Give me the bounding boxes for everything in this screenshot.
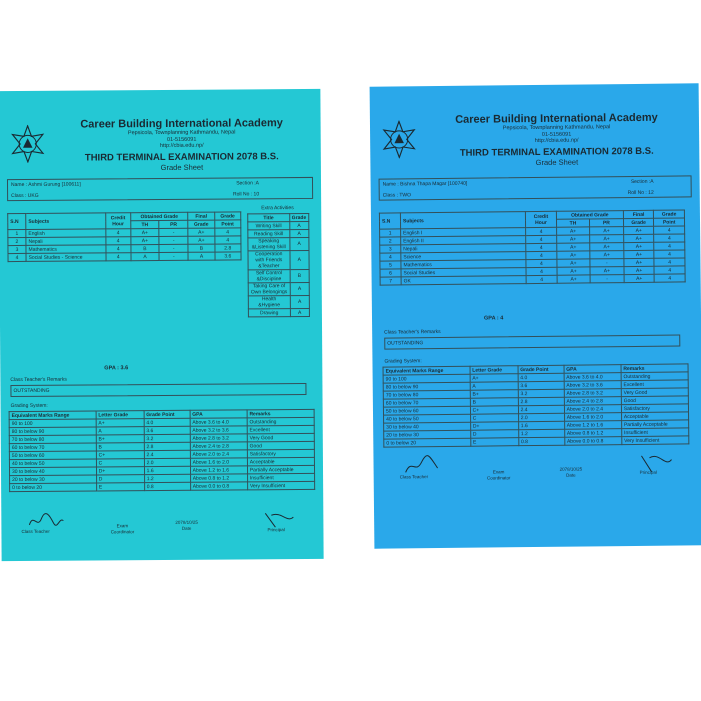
col-grade-hdr: Grade xyxy=(214,212,240,220)
grading-remarks: Very Good xyxy=(247,433,314,441)
table-row xyxy=(248,269,309,282)
grading-point: 4.0 xyxy=(518,373,564,381)
grading-range: 90 to 100 xyxy=(9,419,96,428)
col-credit: Credit Hour xyxy=(105,213,130,229)
grading-letter: C xyxy=(96,459,144,467)
section: Section :A xyxy=(236,180,260,187)
subject-grade-point: 2.8 xyxy=(215,244,241,252)
col-subjects: Subjects xyxy=(26,213,106,230)
extra-grade: B xyxy=(290,269,310,282)
grading-gpa: Above 0.0 to 0.8 xyxy=(190,482,247,490)
class-teacher-label: Class Teacher xyxy=(399,474,429,480)
remarks-label: Class Teacher's Remarks xyxy=(384,329,441,336)
subject-pr: - xyxy=(590,275,624,283)
date-value: 2078/10/25 xyxy=(175,519,198,525)
col-pr: PR xyxy=(159,220,188,228)
table-row xyxy=(248,295,309,308)
subjects-table xyxy=(7,211,241,262)
subject-grade-point: 4 xyxy=(654,266,685,274)
gpa: GPA : 3.6 xyxy=(104,365,129,372)
school-name: Career Building International Academy xyxy=(455,111,658,126)
school-address: Pepsicola, Townplanning Kathmandu, Nepal xyxy=(127,129,236,137)
subject-th: A+ xyxy=(557,267,590,275)
subject-credit: 4 xyxy=(106,253,131,261)
subject-pr: A+ xyxy=(590,243,624,251)
subject-name: Social Studies xyxy=(401,268,526,277)
grading-letter: A+ xyxy=(96,419,144,427)
student-name: Bishna Thapa Magar [100740] xyxy=(400,180,468,188)
subject-grade-point: 4 xyxy=(654,274,685,282)
grading-letter: D+ xyxy=(470,422,518,431)
grading-letter: C xyxy=(470,414,518,423)
grading-gpa: Above 0.0 to 0.8 xyxy=(564,437,621,446)
subject-credit: 4 xyxy=(526,251,557,259)
extra-col-title: Title xyxy=(248,214,290,222)
subject-name: Mathematics xyxy=(26,245,106,254)
date-value: 2078/10/25 xyxy=(559,466,583,472)
grading-point: 1.6 xyxy=(518,421,564,429)
extra-title: Cooperation with Friends &Teacher xyxy=(248,251,290,270)
col-sn: S.N xyxy=(379,213,400,229)
subject-final-grade: A+ xyxy=(188,228,214,236)
subject-sn: 1 xyxy=(8,229,26,237)
school-phone: 01-5156091 xyxy=(541,131,572,138)
extra-grade: A xyxy=(289,229,309,237)
table-row xyxy=(10,481,315,491)
subject-name: Nepali xyxy=(401,244,526,253)
subject-credit: 4 xyxy=(526,235,557,243)
grade-sheet-left xyxy=(0,89,324,561)
grading-gpa: Above 1.6 to 2.0 xyxy=(564,413,621,422)
subject-name: Social Studies - Science xyxy=(26,253,106,262)
grading-range: 20 to below 30 xyxy=(10,475,97,484)
table-row xyxy=(248,250,309,269)
table-row xyxy=(8,252,241,262)
grading-label: Grading System: xyxy=(384,358,422,365)
extra-grade: A xyxy=(289,221,309,229)
subject-sn: 5 xyxy=(380,261,401,269)
table-row xyxy=(248,282,309,295)
subject-credit: 4 xyxy=(106,237,131,245)
exam-title: THIRD TERMINAL EXAMINATION 2078 B.S. xyxy=(84,150,279,164)
grading-col-range: Equivalent Marks Range xyxy=(9,411,96,420)
grading-letter: A+ xyxy=(470,374,518,383)
grading-remarks: Insufficient xyxy=(247,473,314,481)
grading-label: Grading System: xyxy=(10,402,48,410)
school-crest-icon xyxy=(380,120,418,158)
grading-gpa: Above 0.8 to 1.2 xyxy=(190,474,247,482)
grading-remarks: Satisfactory xyxy=(621,404,688,413)
remarks-label: Class Teacher's Remarks xyxy=(10,376,67,384)
grading-range: 70 to below 80 xyxy=(383,390,470,399)
grading-table xyxy=(383,363,690,447)
grading-col-remarks: Remarks xyxy=(621,364,688,373)
extra-title: Drawing xyxy=(248,309,290,317)
col-final: Final xyxy=(623,210,654,218)
subject-th: A+ xyxy=(131,229,159,237)
subject-sn: 3 xyxy=(8,245,26,253)
grading-letter: D xyxy=(96,475,144,483)
subject-sn: 4 xyxy=(380,253,401,261)
class: Class : TWO xyxy=(382,192,412,199)
subject-grade-point: 4 xyxy=(214,228,240,236)
subject-name: Nepali xyxy=(26,237,106,246)
subject-grade-point: 4 xyxy=(654,250,685,258)
school-name: Career Building International Academy xyxy=(80,117,283,131)
subject-th: A+ xyxy=(557,251,590,259)
col-credit: Credit Hour xyxy=(525,211,556,227)
subject-sn: 3 xyxy=(380,245,401,253)
subject-credit: 4 xyxy=(106,245,131,253)
class-teacher-label: Class Teacher xyxy=(21,528,50,534)
grading-remarks: Very Good xyxy=(621,388,688,397)
grading-gpa: Above 1.2 to 1.6 xyxy=(564,421,621,430)
extra-grade: A xyxy=(290,308,310,316)
grading-point: 1.2 xyxy=(144,474,190,482)
subject-name: English I xyxy=(401,228,526,237)
extra-grade: A xyxy=(290,250,310,269)
grading-letter: B xyxy=(96,443,144,451)
col-grade-hdr: Grade xyxy=(654,210,685,218)
grading-range: 50 to below 60 xyxy=(383,406,470,415)
subject-final-grade: A+ xyxy=(624,250,655,258)
grading-col-gpa: GPA xyxy=(564,365,621,374)
grading-range: 0 to below 20 xyxy=(10,483,97,492)
subject-final-grade: A+ xyxy=(624,242,655,250)
grading-remarks: Excellent xyxy=(247,425,314,433)
grading-letter: A xyxy=(470,382,518,391)
principal-label: Principal xyxy=(639,469,657,475)
subject-final-grade: A xyxy=(188,252,214,260)
subject-pr: - xyxy=(159,228,188,236)
school-website: http://cbia.edu.np/ xyxy=(534,137,579,145)
grading-letter: C+ xyxy=(96,451,144,459)
grading-col-gpa: GPA xyxy=(190,410,247,418)
subject-sn: 7 xyxy=(380,277,401,285)
grading-point: 2.0 xyxy=(518,413,564,421)
roll-no: Roll No : 10 xyxy=(232,191,260,198)
subject-credit: 4 xyxy=(106,229,131,237)
subject-pr: - xyxy=(159,252,188,260)
grading-letter: D xyxy=(470,430,518,439)
grading-point: 3.6 xyxy=(144,426,190,434)
grading-range: 20 to below 30 xyxy=(384,430,471,439)
grading-range: 80 to below 90 xyxy=(9,427,96,436)
subject-name: Mathematics xyxy=(401,260,526,269)
grading-gpa: Above 1.2 to 1.6 xyxy=(190,466,247,474)
grading-letter: B+ xyxy=(470,390,518,399)
subject-th: A+ xyxy=(557,235,590,243)
subject-pr: A+ xyxy=(590,227,624,235)
document-title: Grade Sheet xyxy=(160,162,204,172)
grading-range: 60 to below 70 xyxy=(9,443,96,452)
col-pr: PR xyxy=(589,219,623,227)
subject-grade-point: 4 xyxy=(654,226,685,234)
subject-final-grade: A+ xyxy=(624,274,655,282)
grading-letter: D+ xyxy=(96,467,144,475)
grading-col-letter: Letter Grade xyxy=(470,366,518,375)
extra-grade: A xyxy=(289,237,309,250)
grading-range: 90 to 100 xyxy=(383,374,470,383)
grading-gpa: Above 3.2 to 3.6 xyxy=(564,381,621,390)
grading-point: 1.6 xyxy=(144,466,190,474)
table-row xyxy=(248,237,309,250)
remarks-box: OUTSTANDING xyxy=(384,334,680,349)
subject-pr: - xyxy=(159,236,188,244)
grading-gpa: Above 2.0 to 2.4 xyxy=(190,450,247,458)
grading-letter: B xyxy=(470,398,518,407)
subject-credit: 4 xyxy=(526,259,557,267)
col-subjects: Subjects xyxy=(400,212,525,229)
grading-letter: C+ xyxy=(470,406,518,415)
subject-grade-point: 4 xyxy=(654,258,685,266)
subject-sn: 4 xyxy=(8,253,26,261)
col-obtained: Obtained Grade xyxy=(556,211,623,220)
extra-title: Self Control &Discipline xyxy=(248,270,290,283)
subjects-table xyxy=(379,209,686,285)
subject-th: A+ xyxy=(557,227,590,235)
grading-gpa: Above 2.0 to 2.4 xyxy=(564,405,621,414)
gpa: GPA : 4 xyxy=(483,315,504,322)
extra-grade: A xyxy=(290,282,310,295)
subject-name: GK xyxy=(401,276,526,285)
grading-point: 2.4 xyxy=(144,450,190,458)
class: Class : UKG xyxy=(11,192,39,200)
student-name: Ashmi Gurung [100611] xyxy=(28,181,81,188)
school-address: Pepsicola, Townplanning Kathmandu, Nepal xyxy=(502,124,611,132)
grading-remarks: Insufficient xyxy=(621,428,688,437)
grading-point: 4.0 xyxy=(144,418,190,426)
subject-final-grade: A+ xyxy=(623,234,654,242)
subject-name: English xyxy=(26,229,106,238)
subject-th: A+ xyxy=(557,275,590,283)
subject-pr: A+ xyxy=(590,251,624,259)
grading-col-point: Grade Point xyxy=(144,410,190,418)
grading-gpa: Above 2.8 to 3.2 xyxy=(190,434,247,442)
date-label: Date xyxy=(566,472,576,478)
col-point: Point xyxy=(654,218,685,226)
grading-remarks: Outstanding xyxy=(247,417,314,425)
col-obtained: Obtained Grade xyxy=(130,212,188,220)
grading-point: 3.6 xyxy=(518,381,564,389)
grading-range: 60 to below 70 xyxy=(383,398,470,407)
col-point: Point xyxy=(214,220,240,228)
col-grade: Grade xyxy=(623,218,654,226)
table-row xyxy=(248,308,309,316)
extra-title: Health &Hygiene xyxy=(248,296,290,309)
subject-name: English II xyxy=(401,236,526,245)
subject-final-grade: B xyxy=(188,244,214,252)
subject-grade-point: 4 xyxy=(654,242,685,250)
grading-letter: A xyxy=(96,427,144,435)
grading-col-point: Grade Point xyxy=(518,365,564,373)
grading-point: 2.8 xyxy=(518,397,564,405)
grading-remarks: Partially Acceptable xyxy=(247,465,314,473)
grading-range: 70 to below 80 xyxy=(9,435,96,444)
school-crest-icon xyxy=(9,125,47,163)
student-info xyxy=(7,177,313,201)
grade-sheet-right xyxy=(370,83,701,548)
grading-remarks: Excellent xyxy=(621,380,688,389)
subject-pr: A+ xyxy=(590,235,624,243)
document-title: Grade Sheet xyxy=(535,157,579,167)
grading-point: 1.2 xyxy=(518,429,564,437)
grading-col-letter: Letter Grade xyxy=(96,411,144,419)
student-info xyxy=(379,175,692,200)
extra-title: Taking Care of Own Belongings xyxy=(248,283,290,296)
subject-th: A+ xyxy=(557,243,590,251)
subject-th: A+ xyxy=(557,259,590,267)
grading-range: 30 to below 40 xyxy=(9,467,96,476)
grading-point: 0.8 xyxy=(144,482,190,490)
grading-gpa: Above 3.6 to 4.0 xyxy=(564,373,621,382)
grading-letter: E xyxy=(470,438,518,447)
exam-coordinator-label: Exam Coordinator xyxy=(110,523,135,535)
section: Section :A xyxy=(630,178,654,186)
grading-range: 50 to below 60 xyxy=(9,451,96,460)
exam-coordinator-label: Exam Coordinator xyxy=(486,469,511,481)
grading-point: 0.8 xyxy=(518,437,564,445)
subject-grade-point: 4 xyxy=(654,234,685,242)
grading-remarks: Very Insufficient xyxy=(247,481,314,489)
grading-gpa: Above 2.8 to 3.2 xyxy=(564,389,621,398)
remarks-box: OUTSTANDING xyxy=(10,383,306,397)
grading-range: 40 to below 50 xyxy=(384,414,471,423)
grading-col-range: Equivalent Marks Range xyxy=(383,366,470,375)
grading-point: 3.2 xyxy=(518,389,564,397)
grading-range: 0 to below 20 xyxy=(384,438,471,447)
grading-col-remarks: Remarks xyxy=(247,409,314,417)
extra-title: Speaking &Listening Skill xyxy=(248,238,290,251)
grading-point: 3.2 xyxy=(144,434,190,442)
school-phone: 01-5156091 xyxy=(166,136,197,143)
subject-credit: 4 xyxy=(526,275,557,283)
school-website: http://cbia.edu.np/ xyxy=(159,142,204,150)
subject-name: Science xyxy=(401,252,526,261)
extra-activities-table xyxy=(247,213,310,317)
subject-final-grade: A+ xyxy=(188,236,214,244)
grading-letter: E xyxy=(96,483,144,491)
col-grade: Grade xyxy=(188,220,214,228)
subject-th: A xyxy=(131,253,159,261)
extra-grade: A xyxy=(290,295,310,308)
name-label: Name : xyxy=(10,181,28,189)
subject-credit: 4 xyxy=(526,243,557,251)
grading-range: 80 to below 90 xyxy=(383,382,470,391)
name-label: Name : xyxy=(382,181,399,188)
grading-remarks: Satisfactory xyxy=(247,449,314,457)
teacher-signature-icon xyxy=(401,454,441,476)
subject-th: B xyxy=(131,245,159,253)
school-header xyxy=(49,117,315,172)
grading-gpa: Above 0.8 to 1.2 xyxy=(564,429,621,438)
extra-col-grade: Grade xyxy=(289,213,309,221)
subject-credit: 4 xyxy=(526,267,557,275)
grading-point: 2.8 xyxy=(144,442,190,450)
col-final: Final xyxy=(188,212,214,220)
grading-remarks: Acceptable xyxy=(247,457,314,465)
grading-remarks: Outstanding xyxy=(621,372,688,381)
grading-remarks: Good xyxy=(621,396,688,405)
subject-sn: 6 xyxy=(380,269,401,277)
subject-grade-point: 3.6 xyxy=(215,252,241,260)
grading-remarks: Partially Acceptable xyxy=(621,420,688,429)
subject-final-grade: A+ xyxy=(623,226,654,234)
grading-range: 30 to below 40 xyxy=(384,422,471,431)
subject-grade-point: 4 xyxy=(214,236,240,244)
grading-table xyxy=(9,409,316,492)
grading-gpa: Above 3.2 to 3.6 xyxy=(190,426,247,434)
date-label: Date xyxy=(181,525,192,531)
school-header xyxy=(420,111,694,167)
grading-point: 2.4 xyxy=(518,405,564,413)
extra-title: Reading Skill xyxy=(248,230,290,238)
col-sn: S.N xyxy=(8,213,26,229)
grading-gpa: Above 3.6 to 4.0 xyxy=(190,418,247,426)
extra-activities-title: Extra Activities xyxy=(261,205,294,212)
grading-remarks: Acceptable xyxy=(621,412,688,421)
grading-gpa: Above 2.4 to 2.8 xyxy=(564,397,621,406)
roll-no: Roll No : 12 xyxy=(627,189,654,197)
exam-title: THIRD TERMINAL EXAMINATION 2078 B.S. xyxy=(459,145,654,159)
grading-letter: B+ xyxy=(96,435,144,443)
subject-sn: 2 xyxy=(8,237,26,245)
grading-remarks: Good xyxy=(247,441,314,449)
col-th: TH xyxy=(556,219,589,227)
subject-final-grade: A+ xyxy=(624,266,655,274)
grading-range: 40 to below 50 xyxy=(9,459,96,468)
extra-title: Writing Skill xyxy=(248,222,290,230)
grading-gpa: Above 1.6 to 2.0 xyxy=(190,458,247,466)
subject-final-grade: A+ xyxy=(624,258,655,266)
grading-remarks: Very Insufficient xyxy=(622,436,689,445)
grading-gpa: Above 2.4 to 2.8 xyxy=(190,442,247,450)
principal-label: Principal xyxy=(267,527,285,533)
subject-th: A+ xyxy=(131,237,159,245)
subject-credit: 4 xyxy=(526,227,557,235)
subject-sn: 2 xyxy=(380,237,401,245)
subject-pr: - xyxy=(590,259,624,267)
subject-pr: A+ xyxy=(590,267,624,275)
subject-pr: - xyxy=(159,244,188,252)
col-th: TH xyxy=(131,221,159,229)
grading-point: 2.0 xyxy=(144,458,190,466)
subject-sn: 1 xyxy=(380,229,401,237)
